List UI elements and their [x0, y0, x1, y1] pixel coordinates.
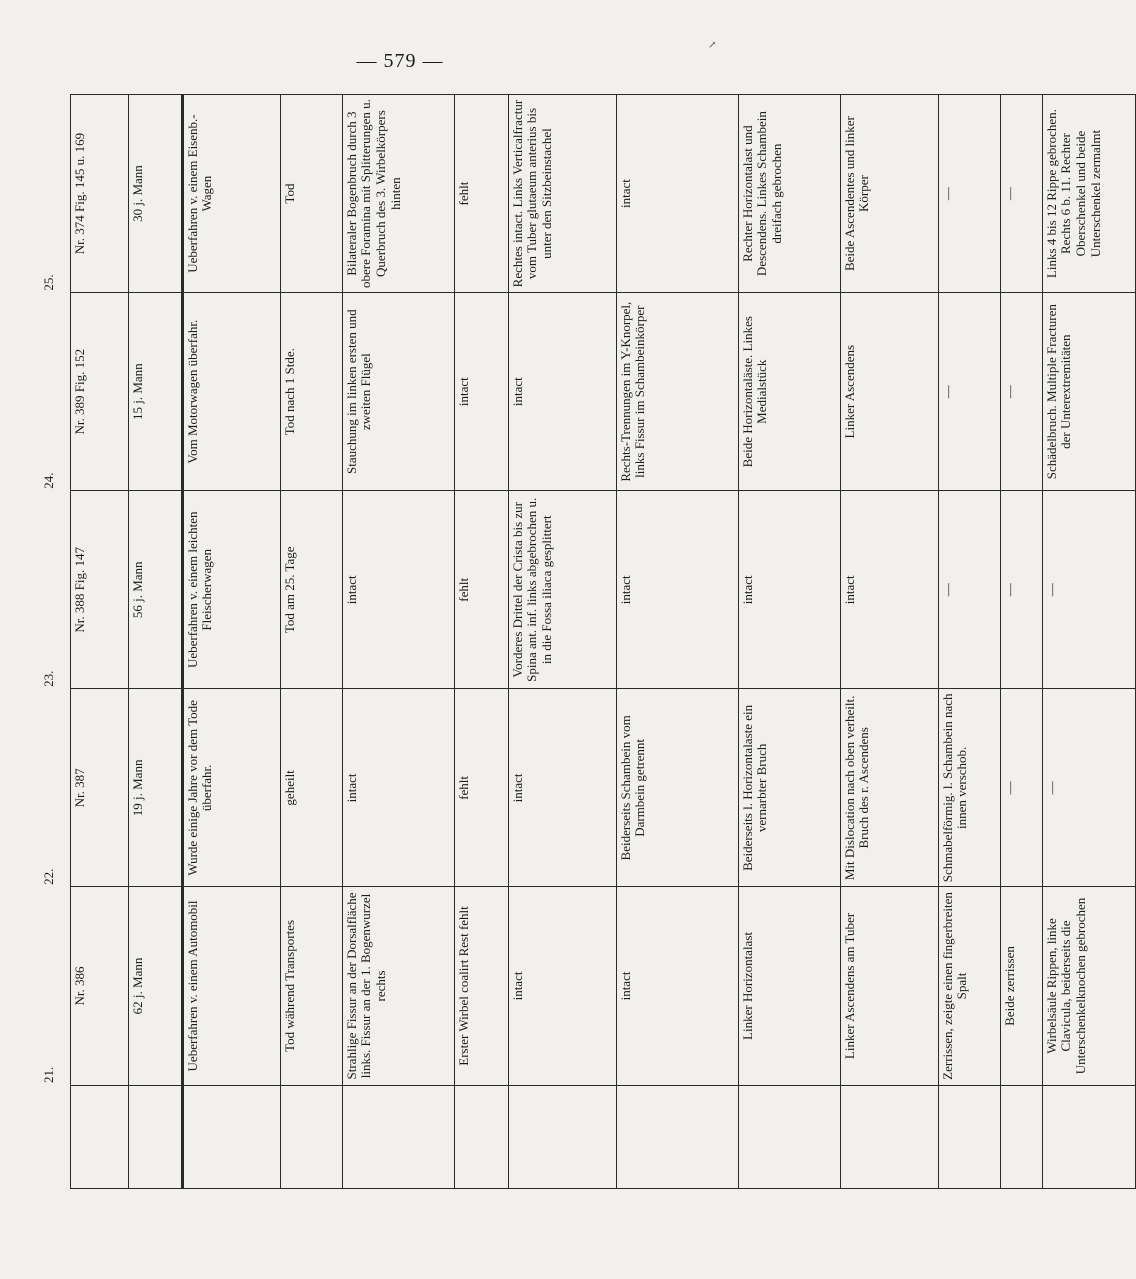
case-cause: Ueberfahren v. einem leichten Fleischerwagen [182, 491, 280, 689]
page-number: — 579 — [356, 50, 444, 72]
case-age: 56 j. Mann [128, 491, 182, 689]
case-ascendens: intact [840, 491, 938, 689]
case-zerrissen: — [938, 293, 1000, 491]
case-number-row [70, 95, 128, 1189]
case-index: 25. [41, 274, 56, 291]
case-cause: Ueberfahren v. einem Eisenb.-Wagen [182, 95, 280, 293]
case-pubic: intact [508, 887, 616, 1085]
corner-mark: ↗ [708, 40, 717, 51]
case-index: 21. [41, 1066, 56, 1084]
case-first-vertebra-row [454, 95, 508, 1189]
case-age: 30 j. Mann [128, 95, 182, 293]
case-index-row [40, 95, 70, 1189]
case-ischium-ramus: intact [616, 95, 738, 293]
row-spacer [738, 1085, 840, 1188]
case-ischium-ramus: intact [616, 491, 738, 689]
case-number: Nr. 374 Fig. 145 u. 169 [70, 95, 128, 293]
row-spacer [938, 1085, 1000, 1188]
case-zerrissen: Schmabelförmig. l. Schambein nach innen verschob. [938, 689, 1000, 887]
case-spine-row [342, 95, 454, 1189]
case-first-vertebra: fehlt [454, 689, 508, 887]
case-beide: — [1000, 491, 1042, 689]
case-other-injuries: Schädelbruch. Multiple Fracturen der Unterextremitäten [1042, 293, 1135, 491]
case-beide-row [1000, 95, 1042, 1189]
case-result: Tod am 25. Tage [280, 491, 342, 689]
row-spacer [342, 1085, 454, 1188]
case-spine: Stauchung im linken ersten und zweiten Flügel [342, 293, 454, 491]
case-cause: Wurde einige Jahre vor dem Tode überfahr. [182, 689, 280, 887]
case-first-vertebra: Erster Wirbel coalirt Rest fehlt [454, 887, 508, 1085]
case-zerrissen: Zerrissen, zeigte einen fingerbreiten Spalt [938, 887, 1000, 1085]
case-beide: — [1000, 689, 1042, 887]
case-result: Tod nach 1 Stde. [280, 293, 342, 491]
case-beide: — [1000, 293, 1042, 491]
case-spine: Bilateraler Bogenbruch durch 3 obere Foramina mit Splitterungen u. Querbruch des 3. Wirbelkörpers hinten [342, 95, 454, 293]
case-spine: intact [342, 491, 454, 689]
case-index: 23. [41, 670, 56, 687]
case-ascendens: Mit Dislocation nach oben verheilt. Bruch des r. Ascendens [840, 689, 938, 887]
case-horizontal-ramus: intact [738, 491, 840, 689]
case-number: Nr. 389 Fig. 152 [70, 293, 128, 491]
case-ascendens: Linker Ascendens am Tuber [840, 887, 938, 1085]
case-pubic: Vorderes Drittel der Crista bis zur Spina ant. inf. links abgebrochen u. in die Fossa iliaca gesplittert [508, 491, 616, 689]
case-horizontal-ramus-row [738, 95, 840, 1189]
case-pubic-row [508, 95, 616, 1189]
row-spacer [1042, 1085, 1135, 1188]
case-table [40, 94, 1136, 1189]
case-number: Nr. 386 [70, 887, 128, 1085]
case-ascendens: Linker Ascendens [840, 293, 938, 491]
case-result: Tod während Transportes [280, 887, 342, 1085]
case-age: 62 j. Mann [128, 887, 182, 1085]
case-ischium-ramus: Beiderseits Schambein vom Darmbein getrennt [616, 689, 738, 887]
row-spacer [454, 1085, 508, 1188]
case-age: 19 j. Mann [128, 689, 182, 887]
case-number: Nr. 387 [70, 689, 128, 887]
case-other-injuries: Links 4 bis 12 Rippe gebrochen. Rechts 6 b. 11. Rechter Oberschenkel und beide Unterschenkel zermalmt [1042, 95, 1135, 293]
case-index: 24. [41, 472, 56, 489]
row-spacer [508, 1085, 616, 1188]
case-zerrissen-row [938, 95, 1000, 1189]
row-spacer [128, 1085, 182, 1188]
row-spacer [280, 1085, 342, 1188]
case-index: 22. [41, 868, 56, 885]
case-cause: Vom Motorwagen überfahr. [182, 293, 280, 491]
case-zerrissen: — [938, 491, 1000, 689]
case-pubic: intact [508, 689, 616, 887]
case-ascendens: Beide Ascendentes und linker Körper [840, 95, 938, 293]
case-first-vertebra: fehlt [454, 491, 508, 689]
row-spacer [40, 1085, 70, 1188]
row-spacer [840, 1085, 938, 1188]
case-result-row [280, 95, 342, 1189]
case-other-injuries: Wirbelsäule Rippen, linke Clavicula, beiderseits die Unterschenkelknochen gebrochen [1042, 887, 1135, 1085]
case-cause-row [182, 95, 280, 1189]
case-spine: Strahlige Fissur an der Dorsalfläche links. Fissur an der 1. Bogenwurzel rechts [342, 887, 454, 1085]
case-ischium-ramus: Rechts-Trennungen im Y-Knorpel, links Fissur im Schambeinkörper [616, 293, 738, 491]
row-spacer [1000, 1085, 1042, 1188]
case-number: Nr. 388 Fig. 147 [70, 491, 128, 689]
case-cause: Ueberfahren v. einem Automobil [182, 887, 280, 1085]
row-spacer [70, 1085, 128, 1188]
case-pubic: Rechtes intact. Links Verticalfractur vom Tuber glutaeum anterius bis unter den Sitzbeinstachel [508, 95, 616, 293]
case-beide: Beide zerrissen [1000, 887, 1042, 1085]
case-horizontal-ramus: Rechter Horizontalast und Descendens. Linkes Schambein dreifach gebrochen [738, 95, 840, 293]
row-spacer [182, 1085, 280, 1188]
case-result: Tod [280, 95, 342, 293]
row-spacer [616, 1085, 738, 1188]
rotated-table-wrapper [40, 94, 1103, 1189]
case-other-injuries: — [1042, 689, 1135, 887]
case-age: 15 j. Mann [128, 293, 182, 491]
case-horizontal-ramus: Linker Horizontalast [738, 887, 840, 1085]
case-horizontal-ramus: Beide Horizontaläste. Linkes Medialstück [738, 293, 840, 491]
case-first-vertebra: fehlt [454, 95, 508, 293]
case-ascendens-row [840, 95, 938, 1189]
case-first-vertebra: intact [454, 293, 508, 491]
case-zerrissen: — [938, 95, 1000, 293]
case-ischium-ramus-row [616, 95, 738, 1189]
case-pubic: intact [508, 293, 616, 491]
case-age-row [128, 95, 182, 1189]
case-spine: intact [342, 689, 454, 887]
case-result: geheilt [280, 689, 342, 887]
case-ischium-ramus: intact [616, 887, 738, 1085]
case-beide: — [1000, 95, 1042, 293]
case-other-injuries-row [1042, 95, 1135, 1189]
case-other-injuries: — [1042, 491, 1135, 689]
case-horizontal-ramus: Beiderseits l. Horizontalaste ein vernarbter Bruch [738, 689, 840, 887]
